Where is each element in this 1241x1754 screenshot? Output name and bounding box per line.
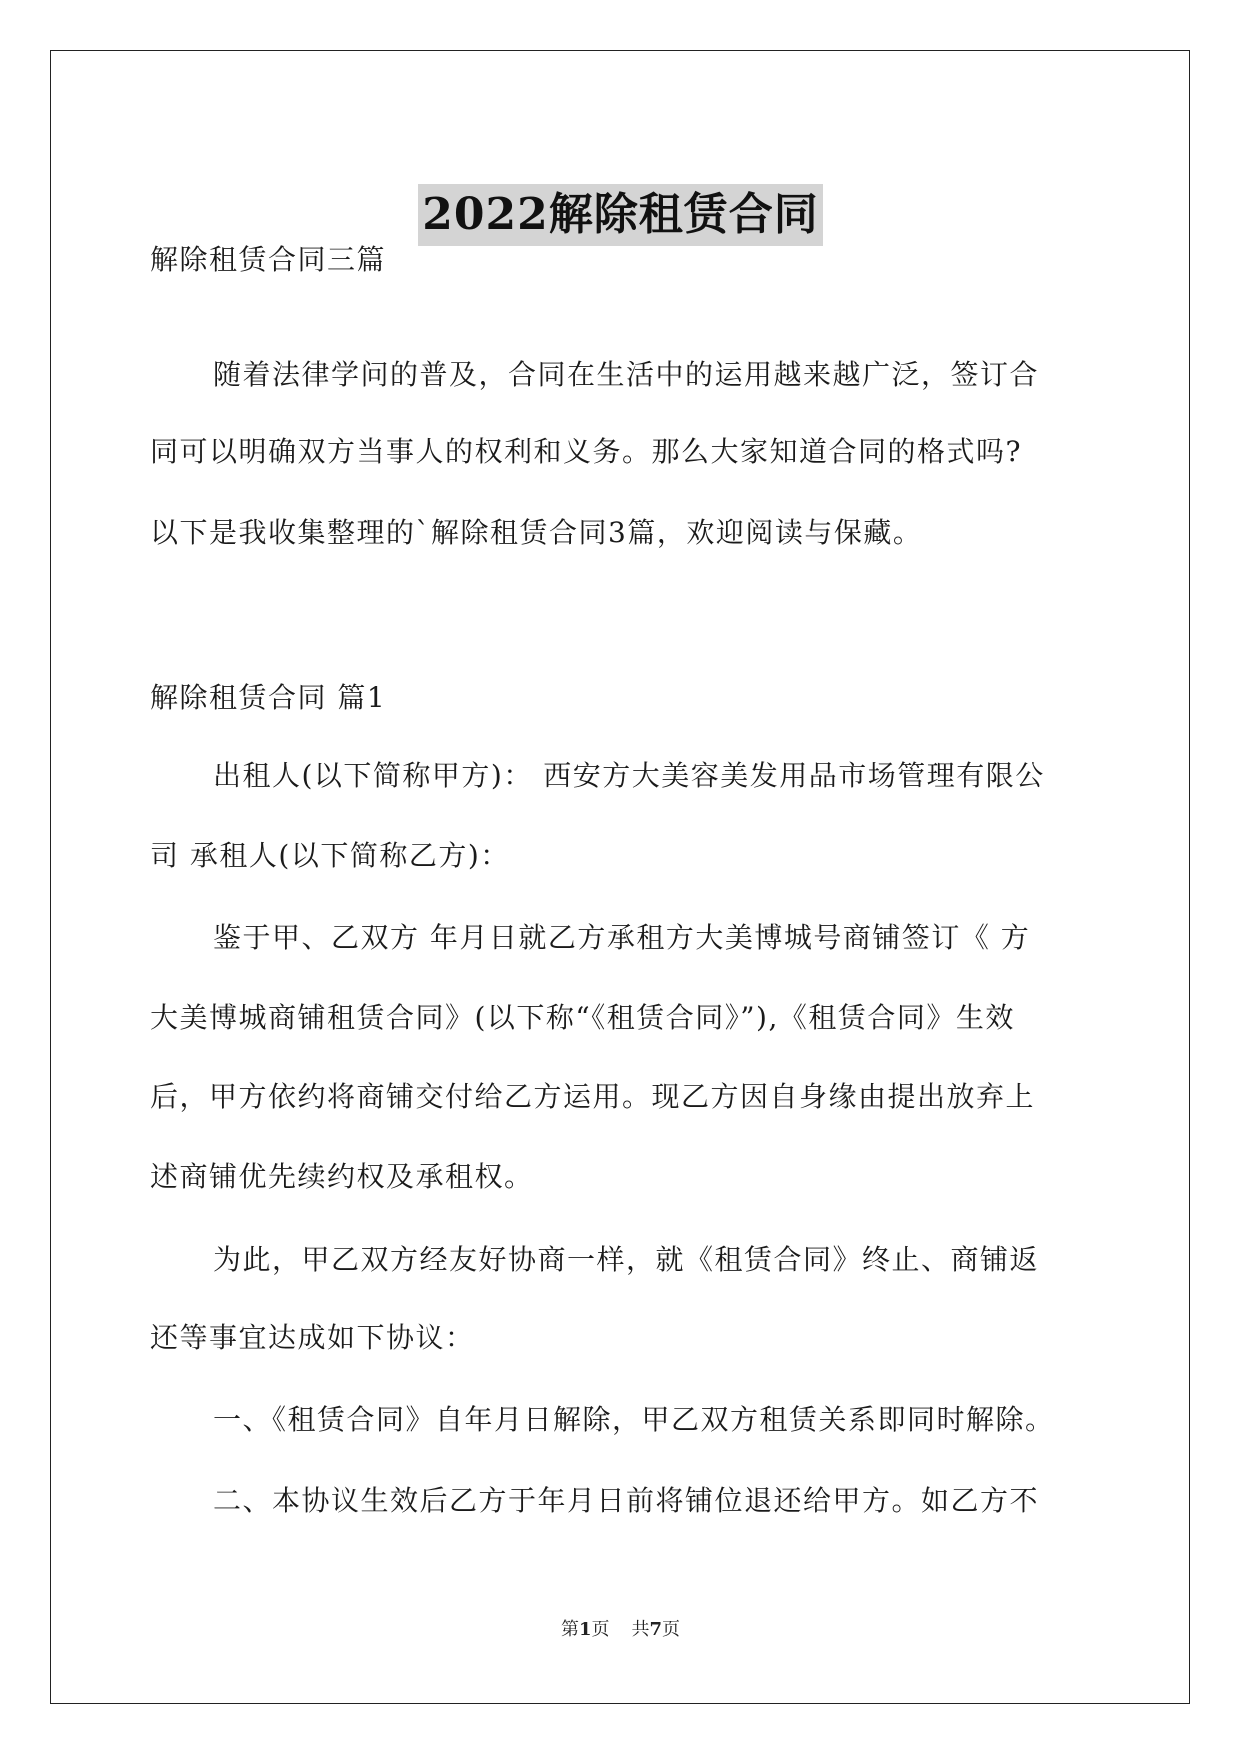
page-footer [0, 1618, 1241, 1642]
page-prefix: 第 [560, 1619, 579, 1640]
page-border [50, 50, 1190, 1704]
paragraph-line: 司 承租人(以下简称乙方)： [150, 839, 510, 872]
paragraph-line: 后，甲方依约将商铺交付给乙方运用。现乙方因自身缘由提出放弃上 [150, 1080, 1036, 1113]
total-pages-number: 7 [649, 1619, 663, 1640]
current-page-number: 1 [578, 1619, 592, 1640]
paragraph-line: 为此，甲乙双方经友好协商一样，就《租赁合同》终止、商铺返 [213, 1243, 1040, 1276]
document-title: 2022解除租赁合同 [418, 184, 822, 246]
total-prefix: 共 [631, 1619, 650, 1640]
paragraph-line: 大美博城商铺租赁合同》(以下称“《租赁合同》”),《租赁合同》生效 [150, 1001, 1015, 1034]
section-heading: 解除租赁合同 篇1 [150, 681, 387, 714]
paragraph-line: 同可以明确双方当事人的权利和义务。那么大家知道合同的格式吗? [150, 435, 1023, 468]
subtitle-line: 解除租赁合同三篇 [150, 243, 387, 276]
total-suffix: 页 [662, 1619, 681, 1640]
paragraph-line: 以下是我收集整理的`解除租赁合同3篇，欢迎阅读与保藏。 [150, 516, 923, 549]
paragraph-line: 随着法律学问的普及，合同在生活中的运用越来越广泛，签订合 [213, 358, 1040, 391]
paragraph-line: 鉴于甲、乙双方 年月日就乙方承租方大美博城号商铺签订《 方 [213, 921, 1031, 954]
clause-line: 一、《租赁合同》自年月日解除，甲乙双方租赁关系即同时解除。 [213, 1403, 1055, 1436]
paragraph-line: 还等事宜达成如下协议： [150, 1321, 475, 1354]
page-mid-label: 页 [591, 1619, 610, 1640]
paragraph-line: 出租人(以下简称甲方)： 西安方大美容美发用品市场管理有限公 [213, 759, 1045, 792]
paragraph-line: 述商铺优先续约权及承租权。 [150, 1160, 534, 1193]
clause-line: 二、本协议生效后乙方于年月日前将铺位退还给甲方。如乙方不 [213, 1484, 1040, 1517]
